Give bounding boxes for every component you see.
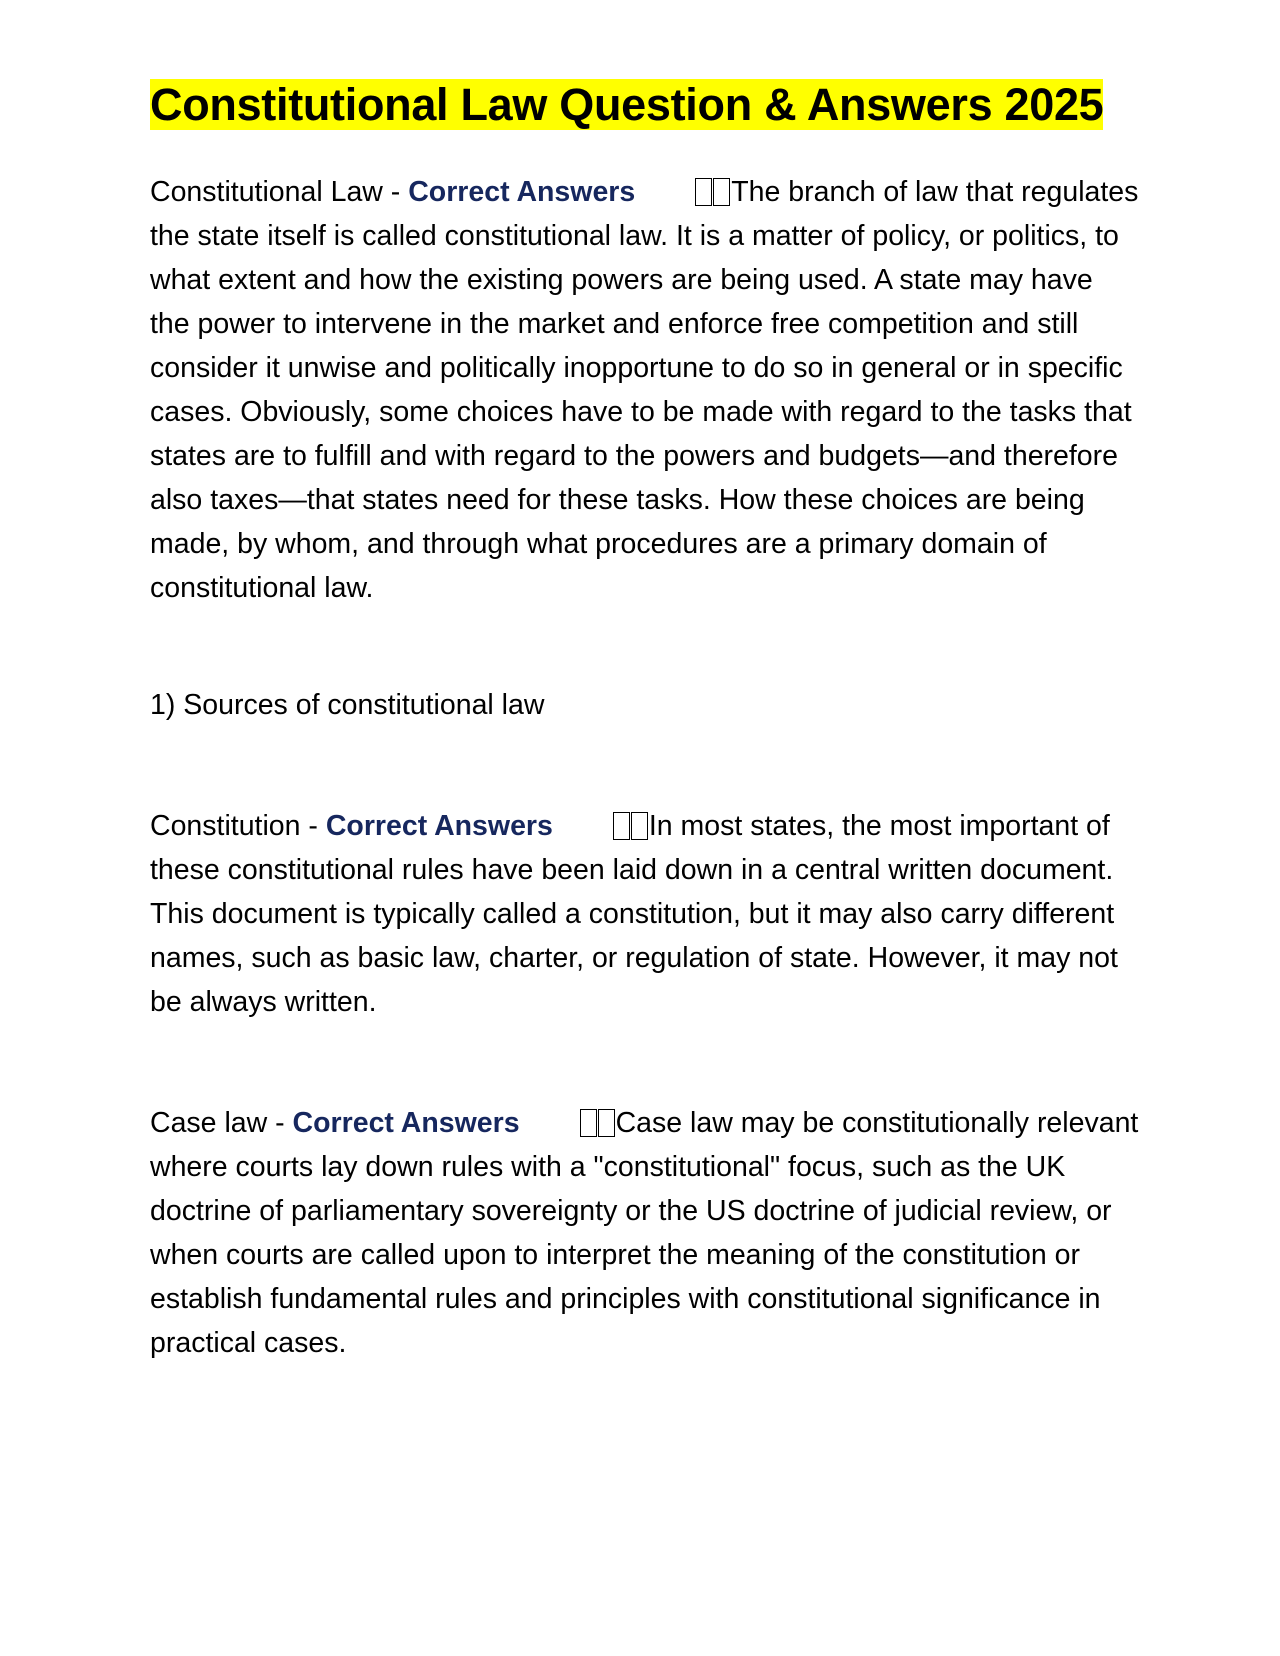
entry-term: Constitutional Law (150, 176, 383, 208)
correct-answers-label: Correct Answers (292, 1107, 520, 1139)
missing-glyph-icon (713, 178, 730, 206)
qa-entry-constitutional-law (150, 170, 1140, 610)
qa-entry-case-law (150, 1101, 1140, 1365)
correct-answers-label: Correct Answers (408, 176, 636, 208)
entry-separator: - (382, 176, 409, 208)
missing-glyph-icon (598, 1109, 615, 1137)
entry-separator: - (267, 1107, 293, 1139)
entry-term: Constitution (150, 810, 301, 842)
document-page (150, 74, 1140, 1365)
entry-answer-text: Case law may be constitutionally relevant where courts lay down rules with a "constitutional" focus, such as the UK doctrine of parliamentary sovereignty or the US doctrine of judicial review, or when courts are called upon to interpret the meaning of the constitution or establish fundamental rules and principles with constitutional significance in practical cases. (150, 1107, 1139, 1359)
missing-glyph-icon (695, 178, 712, 206)
document-title (150, 74, 1140, 136)
entry-term: Case law (150, 1107, 268, 1139)
entry-answer-text: In most states, the most important of these constitutional rules have been laid down in a central written document. This document is typically called a constitution, but it may also carry different names, such as basic law, charter, or regulation of state. However, it may not be always written. (150, 810, 1118, 1018)
missing-glyph-icon (613, 812, 630, 840)
title-highlight: Constitutional Law Question & Answers 2025 (150, 79, 1104, 130)
entry-answer-text: The branch of law that regulates the state itself is called constitutional law. It is a matter of policy, or politics, to what extent and how the existing powers are being used. A state may have the power to intervene in the market and enforce free competition and still consider it unwise and politically inopportune to do so in general or in specific cases. Obviously, some choices have to be made with regard to the tasks that states are to fulfill and with regard to the powers and budgets—and therefore also taxes—that states need for these tasks. How these choices are being made, by whom, and through what procedures are a primary domain of constitutional law. (150, 176, 1139, 604)
entry-separator: - (300, 810, 326, 842)
missing-glyph-icon (580, 1109, 597, 1137)
qa-entry-constitution (150, 804, 1140, 1024)
section-heading: 1) Sources of constitutional law (150, 689, 545, 721)
missing-glyph-icon (631, 812, 648, 840)
correct-answers-label: Correct Answers (325, 810, 553, 842)
